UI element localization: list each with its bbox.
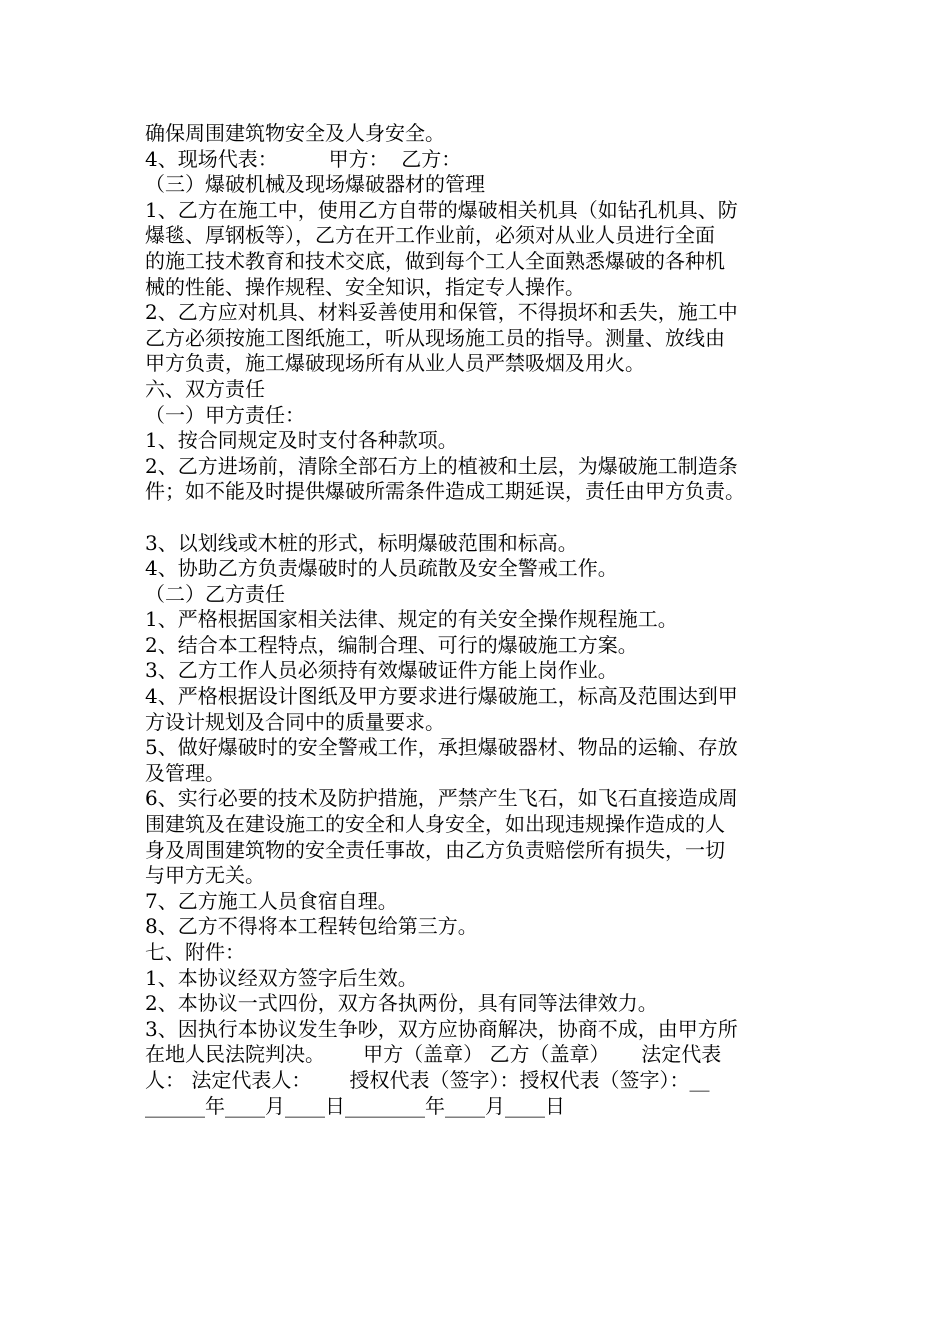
text-line: 4、现场代表： 甲方： 乙方： xyxy=(145,146,462,171)
text-line: 3、因执行本协议发生争吵，双方应协商解决，协商不成，由甲方所 xyxy=(145,1016,738,1041)
text-line: 与甲方无关。 xyxy=(145,863,265,888)
text-line: 身及周围建筑物的安全责任事故，由乙方负责赔偿所有损失，一切 xyxy=(145,837,725,862)
section-heading: （一）甲方责任： xyxy=(145,402,305,427)
section-heading: （二）乙方责任 xyxy=(145,581,285,606)
text-line: 方设计规划及合同中的质量要求。 xyxy=(145,709,445,734)
text-line: 4、严格根据设计图纸及甲方要求进行爆破施工，标高及范围达到甲 xyxy=(145,684,738,709)
text-line: 围建筑及在建设施工的安全和人身安全，如出现违规操作造成的人 xyxy=(145,812,725,837)
text-line: 4、协助乙方负责爆破时的人员疏散及安全警戒工作。 xyxy=(145,556,618,581)
text-line: 5、做好爆破时的安全警戒工作，承担爆破器材、物品的运输、存放 xyxy=(145,735,738,760)
section-heading: 六、双方责任 xyxy=(145,376,265,401)
text-line: 6、实行必要的技术及防护措施，严禁产生飞石，如飞石直接造成周 xyxy=(145,786,738,811)
blank-line xyxy=(145,505,815,531)
text-line: 7、乙方施工人员食宿自理。 xyxy=(145,888,398,913)
date-line: ______年____月____日________年____月____日 xyxy=(145,1093,565,1118)
text-line: 及管理。 xyxy=(145,760,225,785)
text-line: 2、乙方进场前，清除全部石方上的植被和土层，为爆破施工制造条 xyxy=(145,453,738,478)
text-line: 确保周围建筑物安全及人身安全。 xyxy=(145,121,445,145)
text-line: 2、乙方应对机具、材料妥善使用和保管，不得损坏和丢失，施工中 xyxy=(145,300,738,325)
signature-line: 在地人民法院判决。 甲方（盖章） 乙方（盖章） 法定代表 xyxy=(145,1042,722,1067)
text-line: 1、严格根据国家相关法律、规定的有关安全操作规程施工。 xyxy=(145,607,678,632)
text-line: 械的性能、操作规程、安全知识，指定专人操作。 xyxy=(145,274,585,299)
text-line: 爆毯、厚钢板等），乙方在开工作业前，必须对从业人员进行全面 xyxy=(145,223,715,248)
text-line: 2、本协议一式四份，双方各执两份，具有同等法律效力。 xyxy=(145,991,658,1016)
text-line: 1、乙方在施工中，使用乙方自带的爆破相关机具（如钻孔机具、防 xyxy=(145,197,738,222)
section-heading: 七、附件： xyxy=(145,940,245,964)
text-line: 3、以划线或木桩的形式，标明爆破范围和标高。 xyxy=(145,530,578,555)
text-line: 的施工技术教育和技术交底，做到每个工人全面熟悉爆破的各种机 xyxy=(145,248,725,273)
signature-line: 人： 法定代表人： 授权代表（签字）：授权代表（签字）：__ xyxy=(145,1067,710,1092)
text-line: 件；如不能及时提供爆破所需条件造成工期延误，责任由甲方负责。 xyxy=(145,479,745,504)
section-heading: （三）爆破机械及现场爆破器材的管理 xyxy=(145,172,485,197)
text-line: 3、乙方工作人员必须持有效爆破证件方能上岗作业。 xyxy=(145,658,618,683)
text-line: 2、结合本工程特点，编制合理、可行的爆破施工方案。 xyxy=(145,632,638,657)
text-line: 8、乙方不得将本工程转包给第三方。 xyxy=(145,914,478,939)
text-line: 1、按合同规定及时支付各种款项。 xyxy=(145,428,458,453)
document-page xyxy=(145,121,815,1119)
text-line: 甲方负责，施工爆破现场所有从业人员严禁吸烟及用火。 xyxy=(145,351,645,376)
text-line: 1、本协议经双方签字后生效。 xyxy=(145,965,418,990)
text-line: 乙方必须按施工图纸施工，听从现场施工员的指导。测量、放线由 xyxy=(145,325,725,350)
